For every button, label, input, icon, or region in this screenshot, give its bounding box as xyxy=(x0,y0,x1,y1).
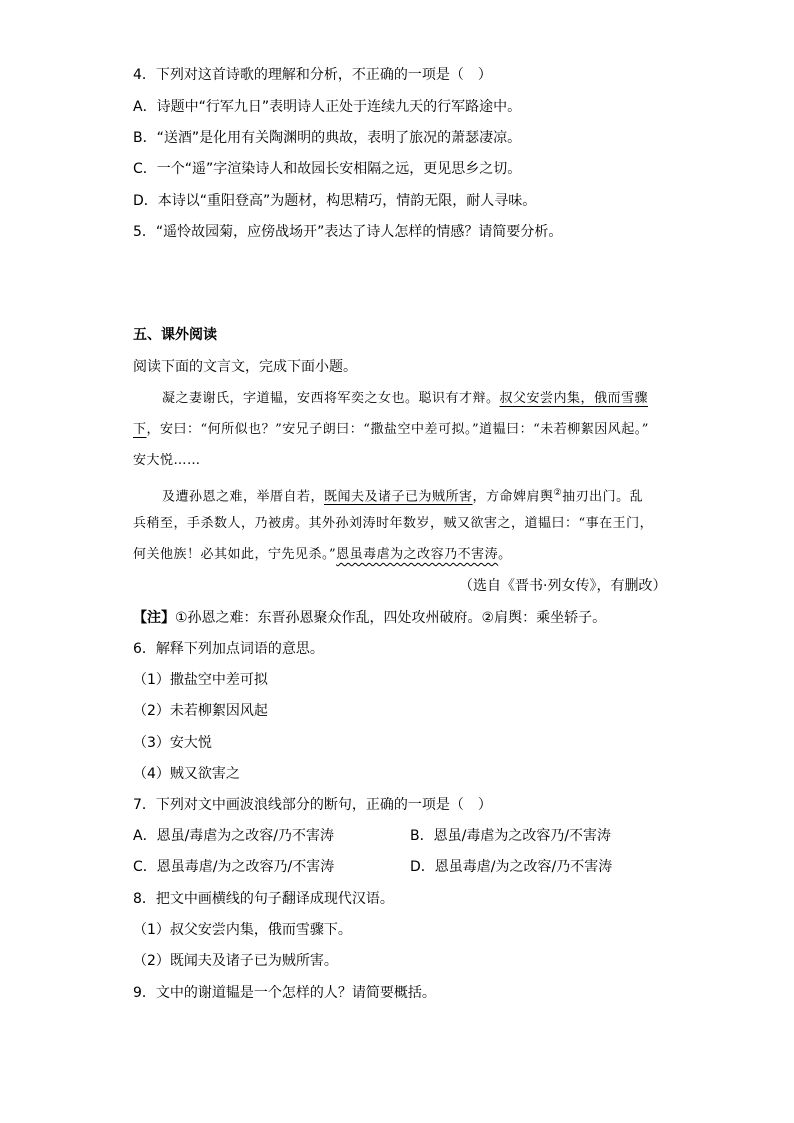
passage-line-6 xyxy=(133,546,512,564)
q5-stem: 5．“遥怜故园菊，应傍战场开”表达了诗人怎样的情感？请简要分析。 xyxy=(133,224,563,240)
q6-stem: 6．解释下列加点词语的意思。 xyxy=(133,641,324,657)
q4-option-a: A．诗题中“行军九日”表明诗人正处于连续九天的行军路途中。 xyxy=(133,99,522,115)
note-label: 【注】 xyxy=(133,610,175,626)
q7-option-d: D．恩虽毒虐/为之改容/乃不害涛 xyxy=(410,859,613,875)
passage-text: 何关他族！必其如此，宁先见杀。” xyxy=(133,547,337,562)
q6-item: （3）安大悦 xyxy=(133,735,212,751)
note-text: ①孙恩之难：东晋孙恩聚众作乱，四处攻州破府。②肩舆：乘坐轿子。 xyxy=(175,610,607,626)
passage-text: 及遭孙恩之难，举厝自若， xyxy=(162,489,325,505)
section-intro: 阅读下面的文言文，完成下面小题。 xyxy=(133,359,357,375)
q4-stem: 4．下列对这首诗歌的理解和分析，不正确的一项是（ ） xyxy=(133,67,492,83)
q9-stem: 9．文中的谢道韫是一个怎样的人？请简要概括。 xyxy=(133,985,436,1001)
q7-stem: 7．下列对文中画波浪线部分的断句，正确的一项是（ ） xyxy=(133,797,492,813)
q8-item: （2）既闻夫及诸子已为贼所害。 xyxy=(133,953,338,969)
passage-text: 抽刃出门。乱 xyxy=(562,489,644,505)
passage-text: ，方命婢肩舆 xyxy=(472,489,554,505)
q6-item: （4）贼又欲害之 xyxy=(133,766,240,782)
passage-wavy-sentence: 恩虽毒虐为之改容乃不害涛 xyxy=(336,547,499,562)
passage-line-3: 安大悦…… xyxy=(133,453,201,468)
passage-text: 凝之妻谢氏，字道韫，安西将军奕之女也。聪识有才辩。 xyxy=(162,391,500,406)
q4-option-d: D．本诗以“重阳登高”为题材，构思精巧，情韵无限，耐人寻味。 xyxy=(133,193,537,209)
section-title: 五、课外阅读 xyxy=(133,327,217,343)
passage-line-1 xyxy=(162,390,648,408)
passage-underlined-sentence: 叔父安尝内集，俄而雪骤 xyxy=(499,391,649,406)
q4-option-c: C．一个“遥”字渲染诗人和故园长安相隔之远，更见思乡之切。 xyxy=(133,161,522,177)
passage-underlined-sentence: 既闻夫及诸子已为贼所害 xyxy=(324,489,473,505)
footnote-marker: ② xyxy=(553,488,563,498)
passage-line-2 xyxy=(133,421,649,439)
note xyxy=(133,609,606,627)
q7-option-b: B．恩虽/毒虐为之改容乃/不害涛 xyxy=(410,828,612,844)
q7-option-c: C．恩虽毒虐/为之改容乃/不害涛 xyxy=(133,859,335,875)
q4-option-b: B．“送酒”是化用有关陶渊明的典故，表明了旅况的萧瑟凄凉。 xyxy=(133,130,522,146)
q6-item: （2）未若柳絮因风起 xyxy=(133,703,268,719)
q8-item: （1）叔父安尝内集，俄而雪骤下。 xyxy=(133,922,352,938)
passage-line-4 xyxy=(162,484,643,506)
q7-option-a: A．恩虽/毒虐为之改容/乃不害涛 xyxy=(133,828,335,844)
passage-underlined-sentence-end: 下 xyxy=(133,422,147,437)
q6-item: （1）撒盐空中差可拟 xyxy=(133,672,268,688)
passage-line-5: 兵稍至，手杀数人，乃被虏。其外孙刘涛时年数岁，贼又欲害之，道韫曰：“事在王门， xyxy=(133,516,654,531)
passage-text: 。 xyxy=(498,547,512,562)
passage-text: ，安曰：“何所似也？”安兄子朗曰：“撒盐空中差可拟。”道韫曰：“未若柳絮因风起。” xyxy=(146,422,649,437)
q8-stem: 8．把文中画横线的句子翻译成现代汉语。 xyxy=(133,891,394,907)
passage-source: （选自《晋书·列女传》，有删改） xyxy=(459,578,667,594)
